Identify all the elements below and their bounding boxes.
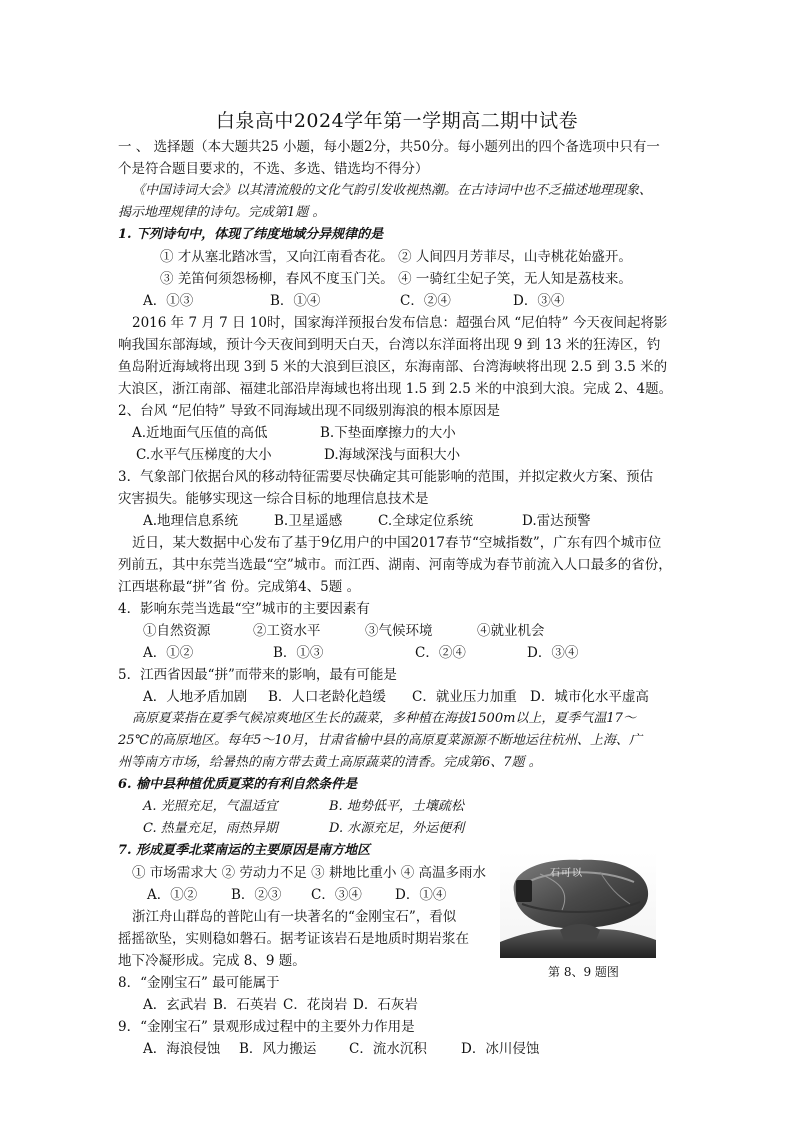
option[interactable]: D．冰川侵蚀 bbox=[461, 1041, 540, 1057]
option[interactable]: A．①② bbox=[143, 645, 194, 661]
intro2-line1: 2016 年 7 月 7 日 10时，国家海洋预报台发布信息：超强台风 “尼伯特” 今天夜间起将影 bbox=[132, 315, 668, 331]
option[interactable]: D.雷达预警 bbox=[522, 513, 591, 529]
option[interactable]: B．①③ bbox=[273, 645, 324, 661]
option[interactable]: C．③④ bbox=[311, 887, 362, 903]
option[interactable]: B.卫星遥感 bbox=[274, 513, 343, 529]
section1-line1: 一 、 选择题（本大题共25 小题，每小题2分，共50分。每小题列出的四个备选项中只有一 bbox=[118, 139, 660, 155]
intro3-line1: 近日，某大数据中心发布了基于9亿用户的中国2017春节“空城指数”，广东有四个城市位 bbox=[132, 535, 662, 551]
option[interactable]: D．城市化水平虚高 bbox=[530, 689, 649, 705]
option[interactable]: A.近地面气压值的高低 bbox=[132, 425, 268, 441]
option[interactable]: B．风力搬运 bbox=[239, 1041, 317, 1057]
q7-factors: ① 市场需求大 ② 劳动力不足 ③ 耕地比重小 ④ 高温多雨水 bbox=[132, 865, 487, 881]
q1-poem1: ① 才从塞北踏冰雪，又向江南看杏花。 ② 人间四月芳菲尽，山寺桃花始盛开。 bbox=[160, 249, 632, 265]
page-title: 白泉高中2024学年第一学期高二期中试卷 bbox=[215, 110, 579, 132]
option[interactable]: A．人地矛盾加剧 bbox=[143, 689, 248, 705]
q3-stem-line2: 灾害损失。能够实现这一综合目标的地理信息技术是 bbox=[118, 491, 429, 507]
q3-options bbox=[143, 510, 591, 532]
option[interactable]: B.下垫面摩擦力的大小 bbox=[320, 425, 456, 441]
intro5-line2: 摇摇欲坠，实则稳如磐石。据考证该岩石是地质时期岩浆在 bbox=[118, 931, 469, 947]
factor-item: ②工资水平 bbox=[253, 623, 321, 639]
option[interactable]: D．石灰岩 bbox=[353, 997, 418, 1013]
option[interactable]: C. 热量充足，雨热异期 bbox=[143, 821, 278, 836]
option[interactable]: D．①④ bbox=[395, 887, 447, 903]
option[interactable]: B. 地势低平，土壤疏松 bbox=[329, 799, 464, 814]
option[interactable]: C．就业压力加重 bbox=[412, 689, 517, 705]
option[interactable]: A.地理信息系统 bbox=[143, 513, 239, 529]
q2-options-row1 bbox=[132, 422, 456, 444]
q3-stem-line1: 3．气象部门依据台风的移动特征需要尽快确定其可能影响的范围，并拟定救火方案、预估 bbox=[118, 469, 654, 485]
q6-options-row1 bbox=[143, 796, 464, 818]
intro4-line3: 州等南方市场，给暑热的南方带去黄土高原蔬菜的清香。完成第6、7题 。 bbox=[118, 755, 542, 770]
option[interactable]: C．流水沉积 bbox=[349, 1041, 427, 1057]
q2-stem: 2、台风 “尼伯特” 导致不同海域出现不同级别海浪的根本原因是 bbox=[118, 403, 500, 419]
section1-line2: 个是符合题目要求的，不选、多选、错选均不得分） bbox=[118, 161, 429, 177]
figure-caption: 第 8、9 题图 bbox=[548, 965, 619, 979]
q9-stem: 9．“金刚宝石” 景观形成过程中的主要外力作用是 bbox=[118, 1019, 415, 1035]
q9-options bbox=[143, 1038, 539, 1060]
q5-options bbox=[143, 686, 649, 708]
option[interactable]: A. 光照充足，气温适宜 bbox=[143, 799, 278, 814]
q6-options-row2 bbox=[143, 818, 464, 840]
q2-options-row2 bbox=[136, 444, 460, 466]
q1-poem2: ③ 羌笛何须怨杨柳，春风不度玉门关。 ④ 一骑红尘妃子笑，无人知是荔枝来。 bbox=[160, 271, 632, 287]
intro5-line3: 地下冷凝形成。完成 8、9 题。 bbox=[118, 953, 306, 969]
option[interactable]: A．①② bbox=[147, 887, 198, 903]
option[interactable]: B．①④ bbox=[270, 293, 321, 309]
q7-stem: 7. 形成夏季北菜南运的主要原因是南方地区 bbox=[118, 843, 371, 858]
intro1-line2: 揭示地理规律的诗句。完成第1题 。 bbox=[118, 205, 326, 220]
option[interactable]: C.水平气压梯度的大小 bbox=[136, 447, 272, 463]
option[interactable]: D.海域深浅与面积大小 bbox=[324, 447, 461, 463]
intro2-line3: 鱼岛附近海域将出现 3到 5 米的大浪到巨浪区，东海南部、台湾海峡将出现 2.5 到 3.5 米的 bbox=[118, 359, 668, 375]
option[interactable]: D．③④ bbox=[513, 293, 565, 309]
option[interactable]: D. 水源充足，外运便利 bbox=[329, 821, 465, 836]
intro1-line1: 《中国诗词大会》以其清流般的文化气韵引发收视热潮。在古诗词中也不乏描述地理现象、 bbox=[132, 183, 653, 198]
q1-options bbox=[143, 290, 564, 312]
q5-stem: 5．江西省因最“拼”而带来的影响，最有可能是 bbox=[118, 667, 397, 683]
intro4-line1: 高原夏菜指在夏季气候凉爽地区生长的蔬菜，多种植在海拔1500m以上，夏季气温17～ bbox=[132, 711, 636, 726]
option[interactable]: A．①③ bbox=[143, 293, 194, 309]
factor-item: ④就业机会 bbox=[477, 623, 545, 639]
option[interactable]: B．人口老龄化趋缓 bbox=[268, 689, 386, 705]
option[interactable]: C．②④ bbox=[415, 645, 466, 661]
q4-options bbox=[143, 642, 578, 664]
q8-options bbox=[143, 994, 418, 1016]
option[interactable]: D．③④ bbox=[527, 645, 579, 661]
option[interactable]: A．玄武岩 bbox=[143, 997, 207, 1013]
option[interactable]: B．石英岩 bbox=[213, 997, 277, 1013]
option[interactable]: C.全球定位系统 bbox=[378, 513, 474, 529]
option[interactable]: C．花岗岩 bbox=[283, 997, 348, 1013]
intro5-line1: 浙江舟山群岛的普陀山有一块著名的“金刚宝石”，看似 bbox=[132, 909, 457, 925]
intro2-line2: 响我国东部海域，预计今天夜间到明天白天，台湾以东洋面将出现 9 到 13 米的狂涛区，钓 bbox=[118, 337, 661, 353]
factor-item: ③气候环境 bbox=[365, 623, 433, 639]
intro3-line3: 江西堪称最“拼”省 份。完成第4、5题 。 bbox=[118, 579, 361, 595]
q4-stem: 4．影响东莞当选最“空”城市的主要因素有 bbox=[118, 601, 370, 617]
figure-stone-photo bbox=[500, 852, 656, 958]
intro3-line2: 列前五，其中东莞当选最“空”城市。而江西、湖南、河南等成为春节前流入人口最多的省份， bbox=[118, 557, 672, 573]
q4-factors bbox=[143, 620, 545, 642]
option[interactable]: C．②④ bbox=[400, 293, 451, 309]
q7-options bbox=[147, 884, 446, 906]
option[interactable]: A．海浪侵蚀 bbox=[143, 1041, 221, 1057]
intro4-line2: 25℃的高原地区。每年5～10月，甘肃省榆中县的高原夏菜源源不断地运往杭州、上海、广 bbox=[118, 733, 642, 748]
stone-inscription: 石可以 bbox=[550, 868, 583, 879]
q6-stem: 6. 榆中县种植优质夏菜的有利自然条件是 bbox=[118, 777, 358, 792]
q1-stem: 1. 下列诗句中，体现了纬度地域分异规律的是 bbox=[118, 227, 384, 242]
q8-stem: 8．“金刚宝石” 最可能属于 bbox=[118, 975, 280, 991]
factor-item: ①自然资源 bbox=[143, 623, 211, 639]
option[interactable]: B．②③ bbox=[231, 887, 282, 903]
intro2-line4: 大浪区，浙江南部、福建北部沿岸海域也将出现 1.5 到 2.5 米的中浪到大浪。完成 2、4题。 bbox=[118, 381, 673, 397]
